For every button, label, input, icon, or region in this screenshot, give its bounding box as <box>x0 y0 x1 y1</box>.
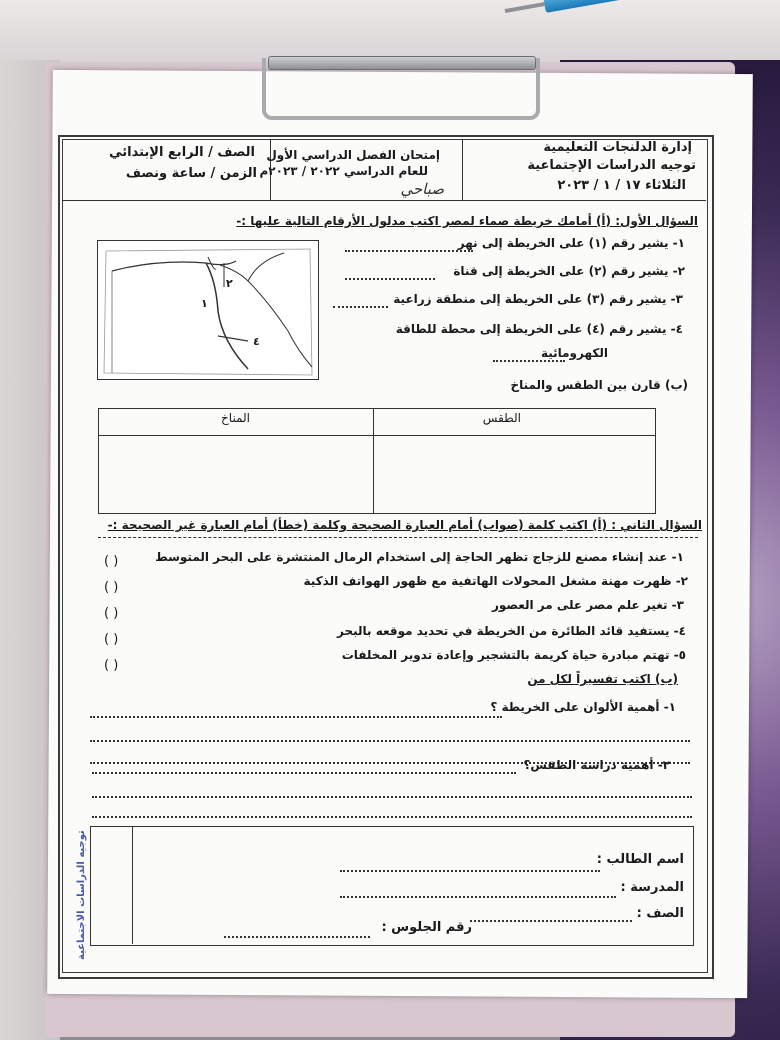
answer-line <box>92 816 692 818</box>
department-title: توجيه الدراسات الإجتماعية <box>527 158 696 173</box>
map-label-1: ١ <box>201 297 208 310</box>
answer-line <box>90 716 502 718</box>
q1-item-2: ٢- يشير رقم (٢) على الخريطة إلى قناة <box>453 264 685 278</box>
header-col-divider <box>462 139 463 200</box>
seat-number-label: رقم الجلوس : <box>381 920 472 935</box>
compare-table <box>98 408 656 514</box>
answer-line <box>333 306 388 308</box>
q2-item-2: ٢- ظهرت مهنة مشغل المحولات الهاتفية مع ظهور الهواتف الذكية <box>303 574 688 588</box>
grade-label: الصف / الرابع الإبتدائي <box>109 145 255 160</box>
table-header-divider <box>99 435 655 436</box>
student-name-label: اسم الطالب : <box>596 852 684 867</box>
answer-line <box>345 250 473 252</box>
q1-item-4-cont: الكهرومائية <box>540 346 608 360</box>
grade-field-line <box>470 920 632 922</box>
admin-title: إدارة الدلنجات التعليمية <box>543 140 692 155</box>
answer-bracket: ( ) <box>104 658 119 673</box>
explain-2: ٢- أهمية دراسة الطقس؟ <box>523 758 670 772</box>
answer-line <box>90 740 690 742</box>
side-stamp: توجيه الدراسات الاجتماعية <box>76 830 87 960</box>
school-field-line <box>340 896 616 898</box>
answer-bracket: ( ) <box>104 606 119 621</box>
answer-line <box>493 360 565 362</box>
answer-bracket: ( ) <box>104 580 119 595</box>
school-label: المدرسة : <box>620 880 684 895</box>
col-climate: المناخ <box>221 411 250 425</box>
table-col-divider <box>373 409 374 513</box>
q1-part-b: (ب) قارن بين الطقس والمناخ <box>510 378 688 392</box>
header-divider <box>62 200 706 201</box>
academic-year: للعام الدراسي ٢٠٢٢ / ٢٠٢٣م <box>259 164 428 178</box>
answer-line <box>92 772 516 774</box>
q1-title: السؤال الأول: (أ) أمامك خريطة صماء لمصر اكتب مدلول الأرقام التالية عليها :- <box>236 214 698 228</box>
exam-title: إمتحان الفصل الدراسي الأول <box>266 148 440 162</box>
q1-item-4: ٤- يشير رقم (٤) على الخريطة إلى محطة للطاقة <box>395 322 683 336</box>
answer-bracket: ( ) <box>104 632 119 647</box>
q2-part-b: (ب) اكتب تفسيراً لكل من <box>527 672 678 686</box>
clipboard-clip <box>262 48 540 120</box>
map-label-4: ٤ <box>253 335 260 348</box>
explain-1: ١- أهمية الألوان على الخريطة ؟ <box>490 700 676 714</box>
signature: صباحي <box>400 180 444 198</box>
grade-field-label: الصف : <box>636 906 684 921</box>
col-weather: الطقس <box>482 411 521 425</box>
q2-divider <box>98 537 698 538</box>
q2-item-4: ٤- يستفيد قائد الطائرة من الخريطة في تحديد موقعه بالبحر <box>336 624 686 638</box>
answer-line <box>92 796 692 798</box>
duration-label: الزمن / ساعة ونصف <box>125 166 257 181</box>
q1-item-3: ٣- يشير رقم (٣) على الخريطة إلى منطقة زراعية <box>393 292 683 306</box>
exam-date: الثلاثاء ١٧ / ١ / ٢٠٢٣ <box>557 178 686 193</box>
q2-item-3: ٣- تغير علم مصر على مر العصور <box>491 598 684 612</box>
map-label-2: ٢ <box>226 277 233 290</box>
map-outline <box>98 241 318 379</box>
egypt-blank-map <box>97 240 319 380</box>
seat-field-line <box>224 936 370 938</box>
q2-item-5: ٥- تهتم مبادرة حياة كريمة بالتشجير وإعادة تدوير المخلفات <box>341 648 686 662</box>
answer-bracket: ( ) <box>104 554 119 569</box>
box-divider <box>132 826 133 944</box>
q2-title: السؤال الثاني : (أ) اكتب كلمة (صواب) أمام العبارة الصحيحة وكلمة (خطأ) أمام العبارة غير الصحيحة :- <box>107 518 702 532</box>
answer-line <box>345 278 435 280</box>
q2-item-1: ١- عند إنشاء مصنع للزجاج تظهر الحاجة إلى استخدام الرمال المنتشرة على البحر المتوسط <box>155 550 684 564</box>
name-field-line <box>340 870 600 872</box>
q1-item-1: ١- يشير رقم (١) على الخريطة إلى نهر <box>457 236 685 250</box>
